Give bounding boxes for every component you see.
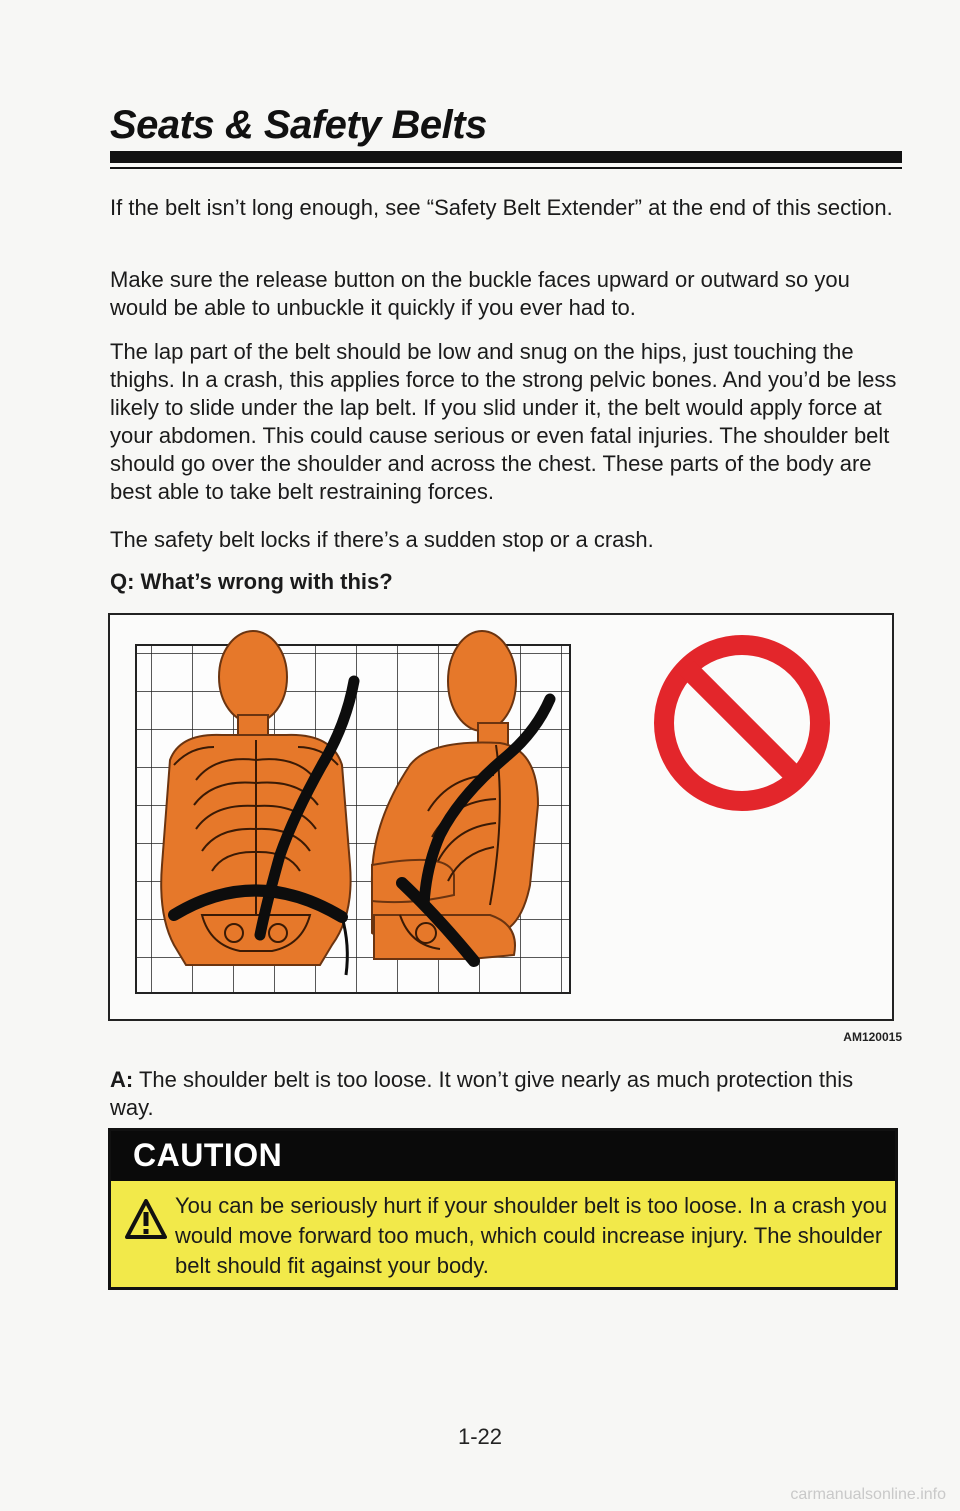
paragraph-belt-extender: If the belt isn’t long enough, see “Safety Belt Extender” at the end of this section. [110, 195, 893, 220]
paragraph-lap-belt: The lap part of the belt should be low and snug on the hips, just touching the thighs. In a crash, this applies force to the strong pelvic bones. And you’d be less likely to slide under the lap belt. If you slid under it, the belt would apply force at your abdomen. This could cause serious or even fatal injuries. The shoulder belt should go over the shoulder and across the chest. These parts of the body are best able to take belt restraining forces. [110, 339, 897, 504]
answer-text: The shoulder belt is too loose. It won’t give nearly as much protection this way. [110, 1067, 854, 1120]
prohibited-sign-icon [664, 645, 820, 801]
figure-illustration [110, 615, 892, 1019]
figure-frame [108, 613, 894, 1021]
page-number: 1-22 [457, 1424, 503, 1449]
answer-label: A: [110, 1067, 134, 1092]
header-rule-thin [110, 167, 902, 169]
watermark: carmanualsonline.info [790, 1486, 946, 1503]
paragraph-release-button: Make sure the release button on the buckle faces upward or outward so you would be able to unbuckle it quickly if you ever had to. [110, 267, 850, 320]
caution-header [111, 1131, 895, 1181]
caution-text: You can be seriously hurt if your shoulder belt is too loose. In a crash you would move forward too much, which could increase injury. The shoulder belt should fit against your body. [175, 1193, 888, 1278]
caution-label: CAUTION [133, 1137, 283, 1173]
answer-paragraph [110, 1066, 900, 1122]
question-heading: Q: What’s wrong with this? [110, 569, 393, 594]
header-rule [110, 151, 902, 163]
paragraph-belt-locks: The safety belt locks if there’s a sudden stop or a crash. [110, 527, 654, 552]
figure-code: AM120015 [843, 1030, 902, 1044]
page-title: Seats & Safety Belts [110, 103, 487, 147]
warning-triangle-icon [125, 1199, 167, 1239]
caution-box [108, 1128, 898, 1290]
